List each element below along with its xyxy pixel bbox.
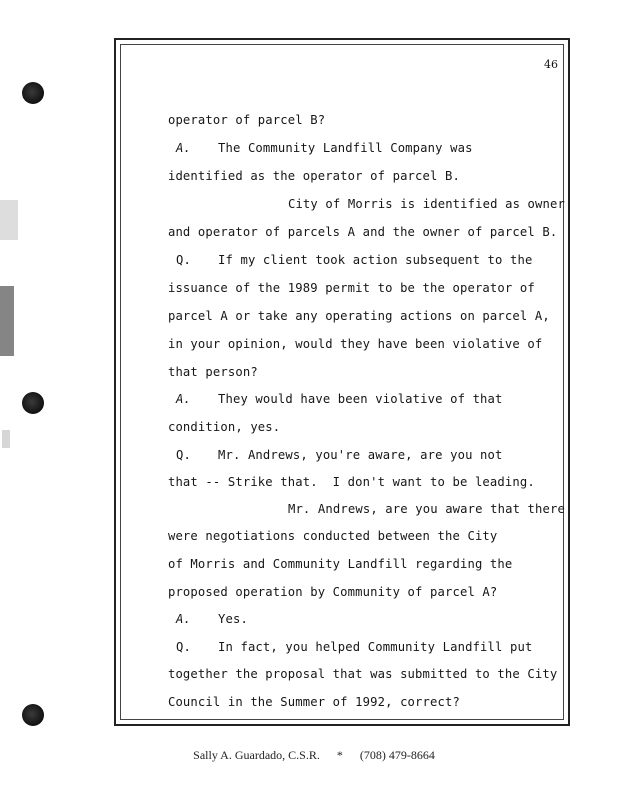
transcript-line: issuance of the 1989 permit to be the operator of [167,281,535,295]
speaker-marker: Q. [176,448,191,462]
transcript-line: were negotiations conducted between the City [167,529,498,543]
transcript-line: together the proposal that was submitted to the City [167,667,558,681]
binder-hole-top [22,82,44,104]
reporter-footer [0,748,628,763]
transcript-line: Q. Mr. Andrews, you're aware, are you not [176,448,503,462]
transcript-line: that person? [167,365,258,379]
transcript-line: Mr. Andrews, are you aware that there [287,502,565,516]
transcript-line: A. Yes. [176,612,248,626]
binder-hole-middle [22,392,44,414]
transcript-line: parcel A or take any operating actions on parcel A, [167,309,550,323]
transcript-line: Council in the Summer of 1992, correct? [167,695,460,709]
transcript-line: A. The Community Landfill Company was [176,141,473,155]
page-number: 46 [544,58,558,71]
transcript-line: operator of parcel B? [167,113,326,127]
transcript-line: of Morris and Community Landfill regarding the [167,557,513,571]
binder-hole-bottom [22,704,44,726]
transcript-line: City of Morris is identified as owner [287,197,565,211]
footer-separator: * [336,748,343,762]
transcript-line: in your opinion, would they have been violative of [167,337,543,351]
speaker-marker: A. [176,612,191,626]
scan-noise [0,286,14,356]
transcript-line: identified as the operator of parcel B. [167,169,460,183]
transcript-line: proposed operation by Community of parcel A? [167,585,498,599]
transcript-line: and operator of parcels A and the owner of parcel B. [167,225,558,239]
transcript-line: condition, yes. [167,420,281,434]
speaker-marker: Q. [176,640,191,654]
transcript-line: that -- Strike that. I don't want to be leading. [167,475,535,489]
transcript-line: A. They would have been violative of that [176,392,503,406]
speaker-marker: A. [176,392,191,406]
scan-noise [0,200,18,240]
transcript-line: Q. In fact, you helped Community Landfill put [176,640,533,654]
reporter-phone: (708) 479-8664 [359,748,435,762]
transcript-line: Q. If my client took action subsequent to the [176,253,533,267]
speaker-marker: Q. [176,253,191,267]
speaker-marker: A. [176,141,191,155]
scan-noise [2,430,10,448]
reporter-name: Sally A. Guardado, C.S.R. [193,748,320,762]
